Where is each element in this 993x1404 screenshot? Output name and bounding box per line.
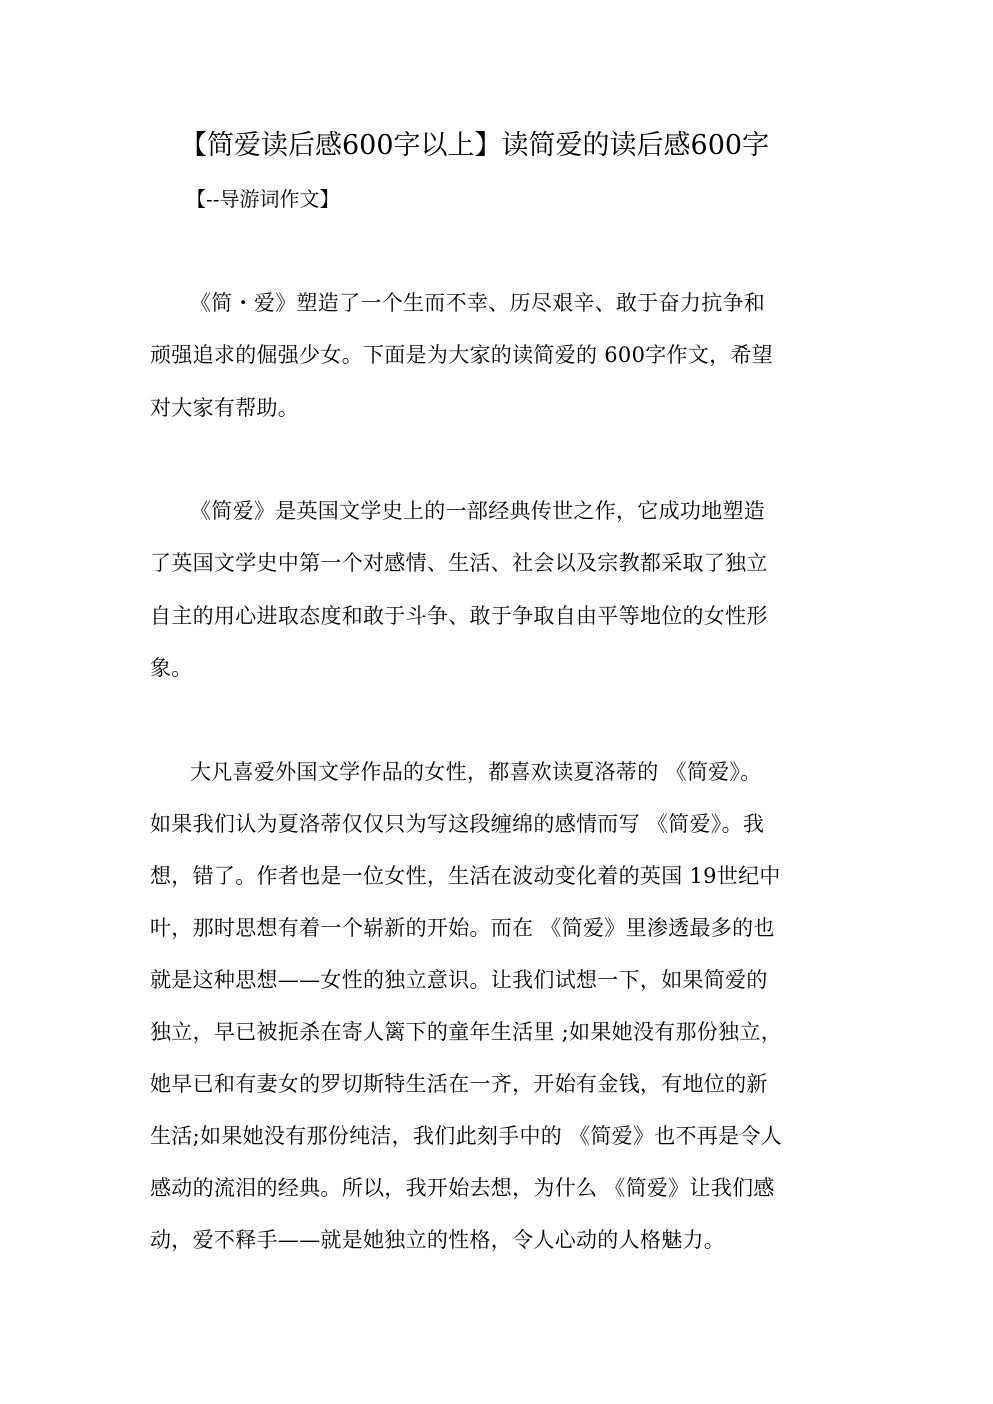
paragraph-line: 对大家有帮助。 xyxy=(150,396,300,420)
document-title: 【简爱读后感600字以上】读简爱的读后感600字 xyxy=(180,130,770,161)
paragraph-line: 自主的用心进取态度和敢于斗争、敢于争取自由平等地位的女性形 xyxy=(150,604,768,628)
paragraph-line: 大凡喜爱外国文学作品的女性，都喜欢读夏洛蒂的 《简爱》。 xyxy=(190,760,762,784)
paragraph-line: 顽强追求的倔强少女。下面是为大家的读简爱的 600字作文，希望 xyxy=(150,343,774,367)
paragraph-line: 了英国文学史中第一个对感情、生活、社会以及宗教都采取了独立 xyxy=(150,551,768,575)
document-category: 【--导游词作文】 xyxy=(186,187,340,211)
paragraph-line: 动，爱不释手——就是她独立的性格，令人心动的人格魅力。 xyxy=(150,1228,726,1252)
paragraph-line: 《简爱》是英国文学史上的一部经典传世之作，它成功地塑造 xyxy=(190,499,766,523)
paragraph-line: 生活;如果她没有那份纯洁，我们此刻手中的 《简爱》也不再是令人 xyxy=(150,1124,783,1148)
paragraph-line: 象。 xyxy=(150,656,193,680)
paragraph-line: 想，错了。作者也是一位女性，生活在波动变化着的英国 19世纪中 xyxy=(150,864,781,888)
paragraph-line: 叶，那时思想有着一个崭新的开始。而在 《简爱》里渗透最多的也 xyxy=(150,916,775,940)
paragraph-line: 感动的流泪的经典。所以，我开始去想，为什么 《简爱》让我们感 xyxy=(150,1176,775,1200)
paragraph-line: 如果我们认为夏洛蒂仅仅只为写这段缠绵的感情而写 《简爱》。我 xyxy=(150,812,765,836)
paragraph-line: 她早已和有妻女的罗切斯特生活在一齐，开始有金钱，有地位的新 xyxy=(150,1072,768,1096)
paragraph-line: 独立，早已被扼杀在寄人篱下的童年生活里 ;如果她没有那份独立， xyxy=(150,1020,783,1044)
paragraph-line: 就是这种思想——女性的独立意识。让我们试想一下，如果简爱的 xyxy=(150,968,768,992)
paragraph-line: 《简・爱》塑造了一个生而不幸、历尽艰辛、敢于奋力抗争和 xyxy=(190,291,766,315)
